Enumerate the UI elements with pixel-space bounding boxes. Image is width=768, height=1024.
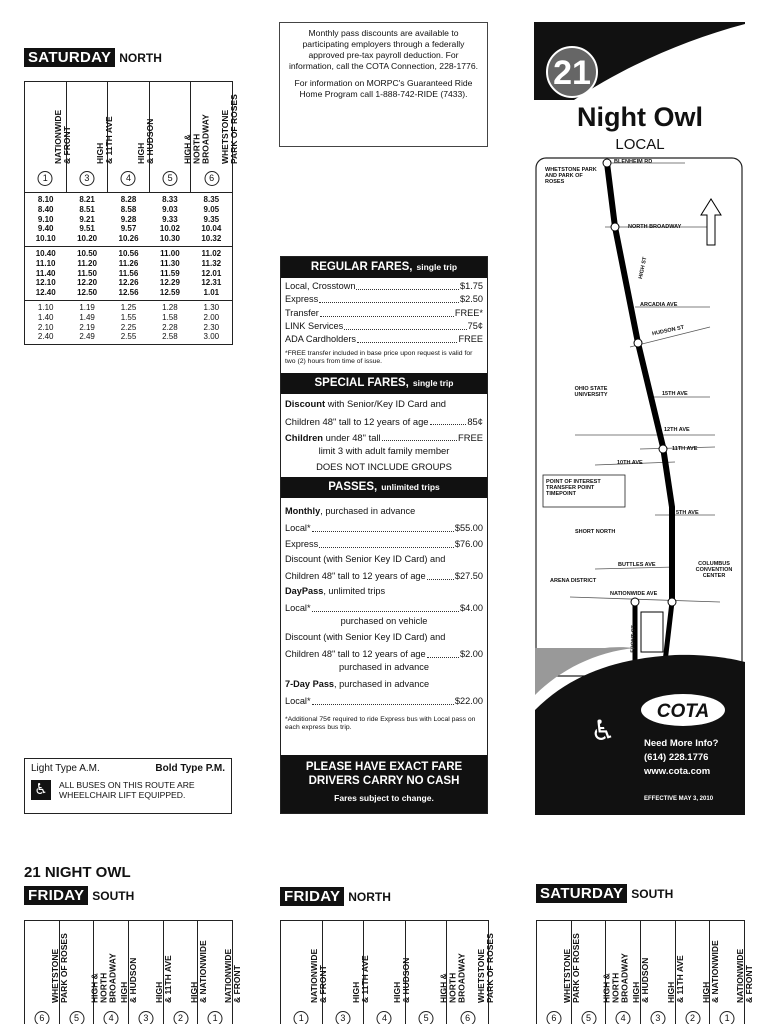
day-label: SATURDAY (24, 48, 115, 67)
time-cell: 8.58 (120, 204, 137, 214)
column-headers (25, 82, 239, 193)
time-cell: 9.51 (79, 224, 95, 234)
time-cell: 11.00 (160, 248, 180, 258)
map-legend-items (546, 479, 601, 497)
time-cell: 8.35 (203, 195, 220, 204)
map-label-convention: COLUMBUS CONVENTION CENTER (695, 561, 733, 579)
timepoint-number: 3 (138, 1011, 153, 1024)
timepoint-number: 3 (650, 1011, 665, 1024)
stop-name: NATIONWIDE & FRONT (53, 109, 73, 164)
fare-price: $2.50 (460, 294, 483, 305)
time-cell: 10.56 (118, 248, 139, 258)
daypass-label: DayPass, unlimited trips (285, 585, 386, 596)
column-header (108, 82, 156, 192)
monthly-express: Express $76.00 (285, 538, 483, 549)
fare-type: Local, Crosstown (285, 281, 356, 292)
timepoint-number: 2 (685, 1011, 700, 1024)
column-header (406, 921, 467, 1024)
monthly-label: Monthly, purchased in advance (285, 505, 416, 516)
column-header (150, 82, 211, 192)
map-label-high-st: HIGH ST (637, 256, 649, 280)
route-map (535, 157, 743, 677)
time-cell: 2.19 (79, 322, 95, 332)
table-row (25, 303, 232, 313)
stop-name: HIGH & NORTH BROADWAY (601, 953, 629, 1003)
column-headers (537, 921, 755, 1024)
regular-fares-list (281, 278, 487, 346)
time-cell: 1.28 (162, 302, 178, 312)
timepoint-number: 5 (419, 1011, 434, 1024)
map-label-hudson: HUDSON ST (651, 324, 685, 338)
stop-name: NATIONWIDE & FRONT (223, 948, 243, 1003)
time-cell: 11.32 (201, 258, 222, 268)
wheelchair-note: ALL BUSES ON THIS ROUTE ARE WHEELCHAIR LIFT EQUIPPED. (59, 780, 195, 800)
stop-name: HIGH & 11TH AVE (350, 955, 370, 1003)
fares-change-note: Fares subject to change. (334, 793, 434, 803)
time-cell: 8.10 (37, 195, 54, 204)
fare-line (281, 320, 487, 333)
time-cell: 9.33 (162, 214, 178, 224)
fare-price: FREE* (454, 307, 483, 318)
exact-fare-notice: PLEASE HAVE EXACT FARE DRIVERS CARRY NO CASH (305, 761, 463, 787)
schedule-header-fri-north (280, 887, 391, 906)
limit-note: limit 3 with adult family member (318, 444, 450, 456)
column-header (164, 921, 208, 1024)
fare-type: ADA Cardholders (285, 333, 356, 344)
time-cell: 12.50 (77, 288, 98, 298)
passes-note: *Additional 75¢ required to ride Express bus with Local pass on each express bus trip. (285, 715, 476, 732)
map-label-short-north: SHORT NORTH (575, 529, 616, 535)
timepoint-number: 6 (204, 171, 219, 186)
timepoint-number: 6 (546, 1011, 561, 1024)
column-header (67, 82, 114, 192)
table-row (25, 205, 232, 215)
stop-name: HIGH & NATIONWIDE (700, 940, 720, 1003)
need-info: Need More Info? (644, 738, 719, 749)
direction-label: NORTH (119, 51, 162, 65)
time-cell: 12.31 (201, 278, 222, 288)
time-cell: 9.57 (120, 224, 137, 234)
stop-name: HIGH & HUDSON (119, 957, 139, 1003)
fare-price: FREE (458, 333, 483, 344)
special-fares-header: SPECIAL FARES, single trip (281, 373, 487, 394)
fare-line (281, 306, 487, 319)
column-header (447, 921, 495, 1024)
daypass-in-advance: purchased in advance (339, 661, 429, 672)
time-cell: 10.02 (159, 224, 180, 234)
stop-name: WHETSTONE PARK OF ROSES (219, 94, 239, 164)
stop-name: HIGH & NORTH BROADWAY (89, 953, 117, 1003)
timepoint-number: 4 (616, 1011, 631, 1024)
time-cell: 2.49 (79, 332, 95, 342)
time-cell: 11.56 (118, 268, 139, 278)
wheelchair-icon: ♿ (590, 714, 616, 747)
route-title-bottom: 21 NIGHT OWL (24, 864, 131, 881)
timepoint-number: 1 (294, 1011, 309, 1024)
pm-legend: Bold Type P.M. (155, 763, 225, 774)
monthly-discount-price: Children 48" tall to 12 years of age $27.50 (285, 570, 483, 581)
fares-panel (280, 256, 488, 814)
sevenday-label: 7-Day Pass, purchased in advance (285, 678, 430, 689)
column-header (606, 921, 651, 1024)
time-cell: 11.02 (201, 248, 222, 258)
time-cell: 1.40 (37, 312, 54, 322)
day-label: SATURDAY (536, 884, 627, 903)
stop-name: HIGH & NORTH BROADWAY (438, 953, 467, 1003)
map-label-12th: 12TH AVE (664, 427, 690, 433)
route-title-graphic (534, 22, 745, 170)
time-cell: 2.28 (162, 322, 178, 332)
legend-transfer: TRANSFER POINT (546, 485, 595, 491)
fare-type: LINK Services (285, 320, 344, 331)
schedule-header-sat-south (536, 884, 673, 903)
map-label-arena: ARENA DISTRICT (550, 578, 597, 584)
daypass-discount-price: Children 48" tall to 12 years of age $2.00 (285, 648, 483, 659)
time-cell: 8.51 (79, 204, 95, 214)
regular-fares-note: *FREE transfer included in base price upon request is valid for two (2) hours from time of issue. (285, 349, 473, 366)
time-cell: 11.59 (160, 268, 180, 278)
time-cell: 9.40 (37, 224, 54, 234)
timepoint-number: 1 (208, 1011, 223, 1024)
time-cell: 10.50 (77, 248, 98, 258)
time-cell: 2.58 (162, 332, 178, 342)
table-row (25, 195, 232, 205)
contact-info (644, 737, 718, 779)
time-cell: 11.30 (160, 258, 180, 268)
column-header (281, 921, 329, 1024)
table-row (25, 234, 232, 244)
pass-discount-info: Monthly pass discounts are available to participating employers through a federally approved pre-tax payroll deduction. For information, call the COTA Connection, 228-1776. (288, 28, 478, 71)
passes-header: PASSES, unlimited trips (281, 477, 487, 498)
schedule-header-sat-north (24, 48, 162, 67)
dot-leader (344, 329, 466, 330)
schedule-table-sat-north (24, 81, 239, 345)
time-cell: 11.10 (35, 258, 56, 268)
route-type: LOCAL (615, 136, 665, 153)
timepoint-number: 6 (460, 1011, 475, 1024)
time-cell: 1.01 (203, 288, 220, 298)
timepoint-number: 5 (69, 1011, 84, 1024)
time-cell: 9.05 (203, 204, 220, 214)
stop-name: HIGH & NORTH BROADWAY (182, 114, 211, 164)
time-cell: 2.00 (203, 312, 220, 322)
time-cell: 12.59 (159, 288, 180, 298)
map-label-buttles: BUTTLES AVE (618, 562, 656, 568)
column-header (191, 82, 239, 192)
time-cell: 12.26 (118, 278, 139, 288)
time-cell: 12.29 (159, 278, 180, 288)
wheelchair-icon: ♿ (31, 780, 51, 800)
time-cell: 1.55 (120, 312, 137, 322)
time-cell: 10.30 (159, 234, 180, 244)
time-cell: 10.04 (201, 224, 222, 234)
monthly-local: Local* $55.00 (285, 522, 483, 533)
legend-poi: POINT OF INTEREST (546, 479, 601, 485)
table-row (25, 259, 232, 269)
time-cell: 3.00 (203, 332, 220, 342)
table-row (25, 215, 232, 225)
map-label-blenheim: BLENHEIM RD (614, 159, 653, 165)
stop-name: WHETSTONE PARK OF ROSES (49, 933, 69, 1003)
fare-line (281, 333, 487, 346)
schedule-header-fri-south (24, 886, 134, 905)
schedule-table-fri-north (280, 920, 495, 1024)
map-label-10th: 10TH AVE (617, 460, 643, 466)
time-cell: 9.03 (162, 204, 178, 214)
time-cell: 12.56 (118, 288, 139, 298)
time-block (25, 193, 232, 247)
map-label-15th: 15TH AVE (662, 391, 688, 397)
column-header (323, 921, 370, 1024)
morpc-info: For information on MORPC's Guaranteed Ride Home Program call 1-888-742-RIDE (7433). (294, 78, 473, 99)
timepoint-number: 4 (377, 1011, 392, 1024)
time-cell: 1.25 (120, 302, 137, 312)
time-cell: 8.33 (162, 195, 178, 204)
time-cell: 10.20 (77, 234, 98, 244)
dot-leader (357, 342, 458, 343)
dot-leader (320, 316, 454, 317)
column-header (94, 921, 139, 1024)
website-link[interactable]: www.cota.com (644, 766, 711, 777)
time-cell: 9.10 (37, 214, 54, 224)
route-number: 21 (553, 54, 591, 92)
black-swoosh (535, 655, 745, 815)
time-cell: 8.28 (120, 195, 137, 204)
stop-name: WHETSTONE PARK OF ROSES (561, 933, 581, 1003)
schedule-table-sat-south (536, 920, 755, 1024)
column-header (572, 921, 629, 1024)
info-box (279, 22, 488, 147)
type-legend (24, 758, 232, 814)
table-row (25, 269, 232, 279)
column-header (641, 921, 685, 1024)
fare-line (281, 293, 487, 306)
map-label-nationwide: NATIONWIDE AVE (610, 591, 658, 597)
stop-name: HIGH & HUDSON (392, 957, 412, 1003)
time-cell: 11.26 (118, 258, 139, 268)
regular-fares-header: REGULAR FARES, single trip (281, 257, 487, 278)
table-row (25, 323, 232, 333)
cota-logo: COTA (656, 701, 710, 722)
map-label-front: FRONT ST (630, 625, 638, 653)
table-row (25, 313, 232, 323)
direction-label: SOUTH (631, 887, 674, 901)
timepoint-number: 4 (104, 1011, 119, 1024)
dot-leader (319, 302, 459, 303)
cota-panel (535, 640, 745, 815)
time-cell: 1.30 (203, 302, 220, 312)
groups-note: DOES NOT INCLUDE GROUPS (316, 460, 452, 472)
table-row (25, 332, 232, 342)
stop-name: NATIONWIDE & FRONT (735, 948, 755, 1003)
timepoint-number: 6 (34, 1011, 49, 1024)
map-label-5th: 5TH AVE (676, 510, 699, 516)
column-header (60, 921, 117, 1024)
time-cell: 11.50 (77, 268, 97, 278)
time-block (25, 301, 232, 344)
time-cell: 2.25 (120, 322, 137, 332)
time-cell: 1.58 (162, 312, 178, 322)
column-header (198, 921, 243, 1024)
time-cell: 2.40 (37, 332, 54, 342)
timepoint-number: 2 (173, 1011, 188, 1024)
map-label-whetstone: WHETSTONE PARK AND PARK OF ROSES (545, 167, 597, 185)
time-cell: 11.40 (35, 268, 56, 278)
time-cell: 1.19 (79, 302, 95, 312)
legend-timepoint: TIMEPOINT (546, 491, 576, 497)
time-cell: 2.10 (37, 322, 54, 332)
daypass-on-vehicle: purchased on vehicle (340, 615, 428, 626)
stop-name: WHETSTONE PARK OF ROSES (475, 933, 495, 1003)
time-cell: 2.30 (203, 322, 220, 332)
daypass-local: Local* $4.00 (285, 602, 483, 613)
time-cell: 9.35 (203, 214, 220, 224)
time-cell: 2.55 (120, 332, 137, 342)
stop-name: HIGH & NATIONWIDE (188, 940, 208, 1003)
time-cell: 8.21 (79, 195, 95, 204)
timepoint-number: 4 (121, 171, 136, 186)
timepoint-number: 1 (38, 171, 53, 186)
time-cell: 1.49 (79, 312, 95, 322)
fare-price: 75¢ (467, 320, 483, 331)
column-header (676, 921, 720, 1024)
map-label-arcadia: ARCADIA AVE (640, 302, 678, 308)
stop-name: HIGH & 11TH AVE (665, 955, 685, 1003)
time-cell: 8.40 (37, 204, 54, 214)
time-cell: 11.20 (77, 258, 97, 268)
day-label: FRIDAY (280, 887, 344, 906)
discount-line: Discount with Senior/Key ID Card and (285, 397, 447, 409)
direction-label: SOUTH (92, 889, 135, 903)
fares-footer (281, 755, 487, 813)
stop-name: HIGH & HUDSON (631, 957, 651, 1003)
map-label-osu: OHIO STATE UNIVERSITY (574, 386, 608, 398)
am-legend: Light Type A.M. (31, 763, 100, 774)
time-cell: 1.10 (37, 302, 54, 312)
stop-name: HIGH & 11TH AVE (94, 116, 114, 164)
table-row (25, 249, 232, 259)
daypass-discount: Discount (with Senior Key ID Card) and (285, 631, 446, 642)
timepoint-number: 5 (163, 171, 178, 186)
route-name: Night Owl (577, 102, 703, 132)
fare-type: Express (285, 294, 319, 305)
monthly-discount: Discount (with Senior Key ID Card) and (285, 553, 446, 564)
time-block (25, 247, 232, 301)
column-header (25, 82, 73, 192)
fare-type: Transfer (285, 307, 319, 318)
table-row (25, 224, 232, 234)
day-label: FRIDAY (24, 886, 88, 905)
direction-label: NORTH (348, 890, 391, 904)
stop-name: HIGH & HUDSON (136, 118, 156, 164)
fare-line (281, 280, 487, 293)
time-cell: 10.26 (118, 234, 139, 244)
schedule-table-fri-south (24, 920, 243, 1024)
sevenday-local: Local* $22.00 (285, 695, 483, 706)
column-header (710, 921, 755, 1024)
children-line: Children under 48" tall FREE (285, 431, 483, 443)
dot-leader (356, 289, 459, 290)
discount-price-line: Children 48" tall to 12 years of age 85¢ (285, 415, 483, 427)
stop-name: HIGH & 11TH AVE (153, 955, 173, 1003)
column-header (25, 921, 69, 1024)
timepoint-number: 3 (335, 1011, 350, 1024)
time-cell: 10.40 (35, 248, 56, 258)
phone-number: (614) 228.1776 (644, 752, 709, 763)
time-cell: 10.10 (35, 234, 56, 244)
time-cell: 12.01 (201, 268, 222, 278)
timepoint-number: 3 (79, 171, 94, 186)
column-header (537, 921, 581, 1024)
timepoint-number: 1 (720, 1011, 735, 1024)
stop-name: NATIONWIDE & FRONT (309, 948, 329, 1003)
column-headers (281, 921, 495, 1024)
effective-date: EFFECTIVE MAY 3, 2010 (644, 796, 714, 802)
table-row (25, 288, 232, 298)
map-label-north-broadway: NORTH BROADWAY (628, 224, 682, 230)
time-cell: 9.28 (120, 214, 137, 224)
time-cell: 9.21 (79, 214, 95, 224)
table-row (25, 278, 232, 288)
map-label-11th: 11TH AVE (672, 446, 698, 452)
time-cell: 10.32 (201, 234, 222, 244)
column-header (364, 921, 412, 1024)
timepoint-number: 5 (581, 1011, 596, 1024)
time-cell: 12.40 (35, 288, 56, 298)
fare-price: $1.75 (460, 281, 483, 292)
column-header (129, 921, 173, 1024)
time-cell: 12.10 (35, 278, 56, 288)
column-headers (25, 921, 243, 1024)
time-cell: 12.20 (77, 278, 98, 288)
